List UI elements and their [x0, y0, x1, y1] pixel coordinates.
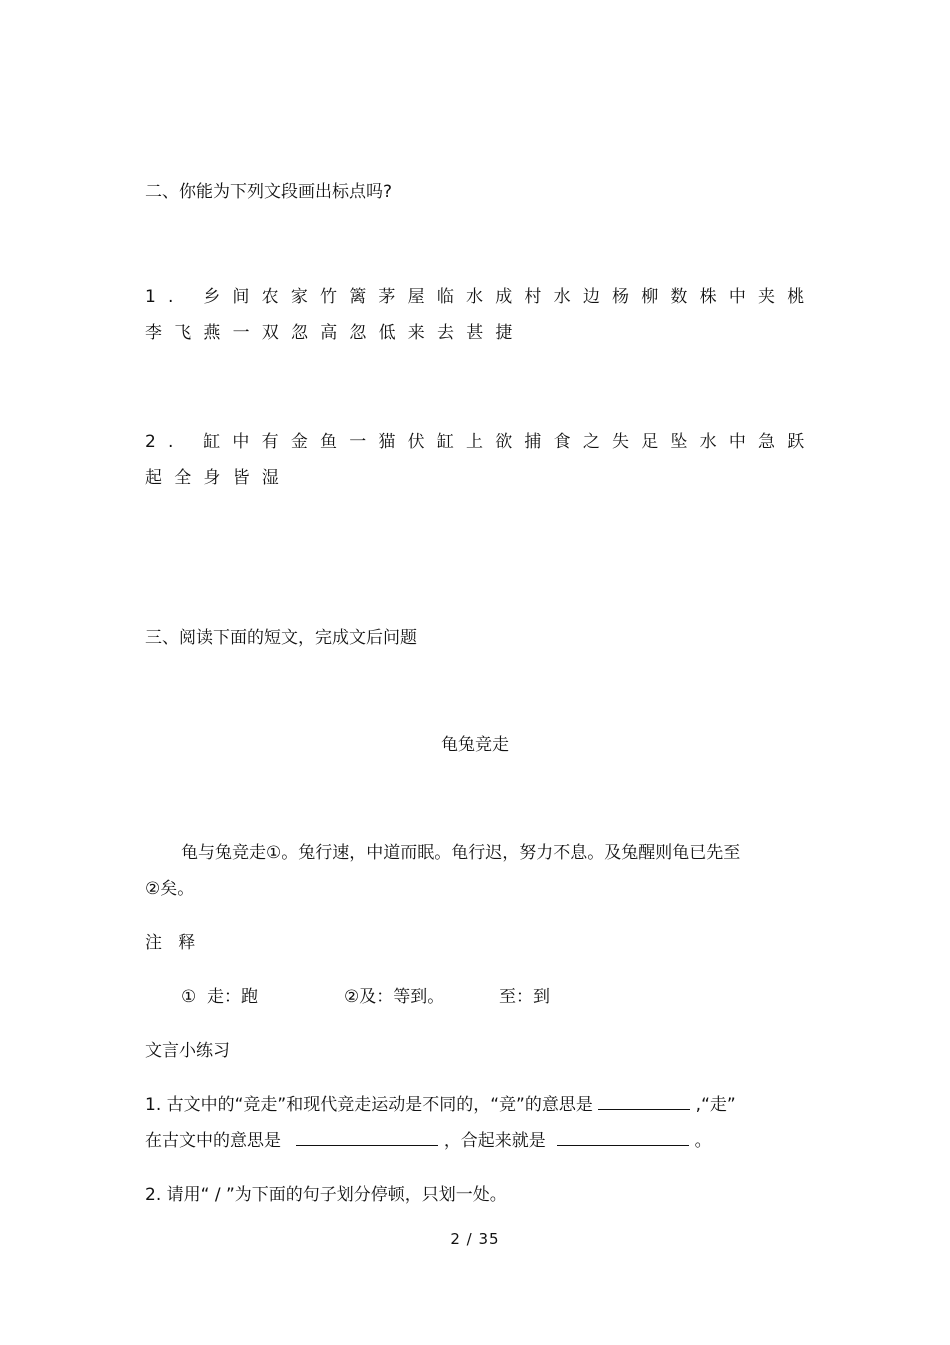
exercise-label: 文言小练习	[145, 1041, 230, 1061]
passage-line-1: 龟与兔竞走①。兔行速，中道而眠。龟行迟，努力不息。及兔醒则龟已先至	[181, 843, 741, 863]
section-2-heading: 二、你能为下列文段画出标点吗?	[145, 182, 393, 202]
question-1-line-2: 李飞燕一双忽高忽低来去甚捷	[145, 323, 525, 343]
question-2-line-2: 起全身皆湿	[145, 468, 291, 488]
passage-title: 龟兔竞走	[441, 735, 509, 755]
exercise-1-text-a: 1. 古文中的“竞走”和现代竞走运动是不同的，“竞”的意思是	[145, 1095, 593, 1115]
answer-blank-1[interactable]	[598, 1093, 690, 1110]
note-2: ②及：等到。	[344, 987, 445, 1007]
exercise-1-line-1	[145, 1093, 736, 1117]
exercise-1-text-d: ，合起来就是	[443, 1131, 546, 1151]
notes-label: 注 释	[145, 933, 196, 953]
answer-blank-3[interactable]	[557, 1129, 689, 1146]
exercise-1-text-c: 在古文中的意思是	[145, 1131, 281, 1151]
exercise-2: 2. 请用“ / ”为下面的句子划分停顿，只划一处。	[145, 1185, 507, 1205]
question-1-line-1: 1. 乡间农家竹篱茅屋临水成村水边杨柳数株中夹桃	[145, 287, 817, 307]
passage-line-2: ②矣。	[145, 879, 195, 899]
section-3-heading: 三、阅读下面的短文，完成文后问题	[145, 628, 417, 648]
exercise-1-text-e: 。	[694, 1131, 712, 1151]
question-2-line-1: 2. 缸中有金鱼一猫伏缸上欲捕食之失足坠水中急跃	[145, 432, 817, 452]
exercise-1-text-b: ,“走”	[695, 1095, 736, 1115]
page-number: 2 / 35	[450, 1230, 500, 1248]
note-1: ① 走：跑	[181, 987, 259, 1007]
answer-blank-2[interactable]	[296, 1129, 438, 1146]
exercise-1-line-2	[145, 1129, 712, 1153]
note-3: 至：到	[499, 987, 550, 1007]
